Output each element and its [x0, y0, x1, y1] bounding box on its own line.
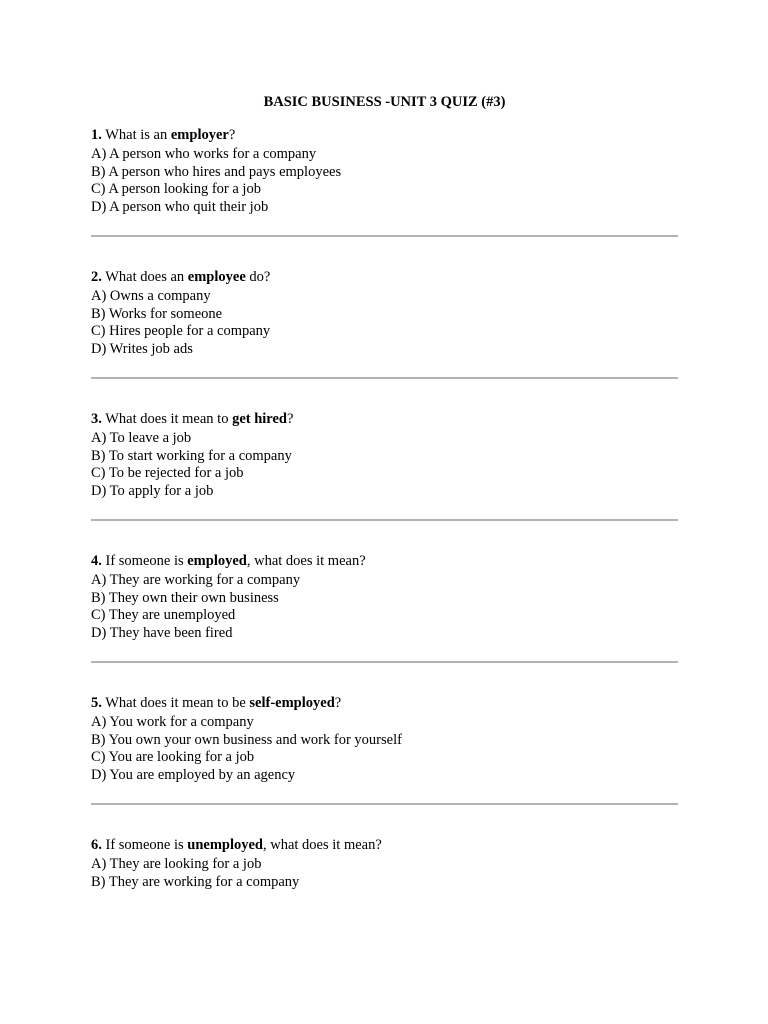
question-pre: What does it mean to be [101, 694, 250, 711]
question-6 [91, 837, 678, 891]
option-d: D) A person who quit their job [91, 199, 269, 216]
question-3 [91, 411, 678, 501]
question-2 [91, 269, 678, 359]
question-post: do? [245, 268, 271, 285]
question-keyword: self-employed [249, 694, 335, 711]
divider [91, 661, 678, 663]
question-keyword: employer [170, 127, 229, 143]
question-number: 3. [91, 410, 102, 427]
question-pre: What is an [101, 127, 171, 143]
option-b: B) They own their own business [91, 589, 279, 606]
question-5 [91, 695, 678, 785]
divider [91, 803, 678, 805]
question-post: ? [334, 694, 342, 711]
option-c: C) To be rejected for a job [91, 465, 244, 482]
question-pre: If someone is [101, 552, 188, 569]
option-c: C) You are looking for a job [91, 749, 255, 766]
option-a: A) To leave a job [91, 429, 192, 446]
question-pre: If someone is [101, 836, 188, 853]
option-d: D) To apply for a job [91, 483, 214, 500]
question-text [91, 837, 678, 855]
option-b: B) Works for someone [91, 305, 223, 322]
option-d: D) Writes job ads [91, 341, 193, 358]
question-keyword: get hired [232, 410, 287, 427]
question-text [91, 411, 678, 429]
question-post: ? [228, 127, 236, 143]
question-post: , what does it mean? [263, 836, 382, 853]
option-b: B) To start working for a company [91, 447, 292, 464]
divider [91, 377, 678, 379]
option-a: A) A person who works for a company [91, 145, 317, 162]
divider [91, 519, 678, 521]
question-pre: What does it mean to [101, 410, 233, 427]
option-d: D) You are employed by an agency [91, 767, 296, 784]
option-b: B) You own your own business and work for yourself [91, 731, 402, 748]
question-4 [91, 553, 678, 643]
question-post: ? [286, 410, 294, 427]
quiz-title: BASIC BUSINESS -UNIT 3 QUIZ (#3) [263, 94, 506, 110]
question-number: 2. [91, 268, 102, 285]
question-number: 4. [91, 552, 102, 569]
question-text [91, 269, 678, 287]
divider [91, 235, 678, 237]
option-c: C) They are unemployed [91, 607, 236, 624]
question-post: , what does it mean? [246, 552, 366, 569]
option-c: C) A person looking for a job [91, 181, 261, 198]
option-a: A) Owns a company [91, 287, 211, 304]
option-d: D) They have been fired [91, 625, 233, 642]
option-a: A) They are looking for a job [91, 855, 262, 872]
question-number: 5. [91, 694, 102, 711]
question-number: 1. [91, 127, 102, 143]
question-text [91, 553, 678, 571]
question-number: 6. [91, 836, 102, 853]
quiz-page [91, 92, 678, 891]
question-keyword: employee [187, 268, 246, 285]
option-a: A) They are working for a company [91, 571, 301, 588]
option-b: B) They are working for a company [91, 873, 300, 890]
option-b: B) A person who hires and pays employees [91, 163, 342, 180]
option-a: A) You work for a company [91, 713, 254, 730]
question-pre: What does an [101, 268, 188, 285]
question-text [91, 127, 678, 145]
option-c: C) Hires people for a company [91, 323, 271, 340]
question-keyword: employed [187, 552, 247, 569]
question-keyword: unemployed [187, 836, 263, 853]
question-text [91, 695, 678, 713]
question-1 [91, 127, 678, 217]
